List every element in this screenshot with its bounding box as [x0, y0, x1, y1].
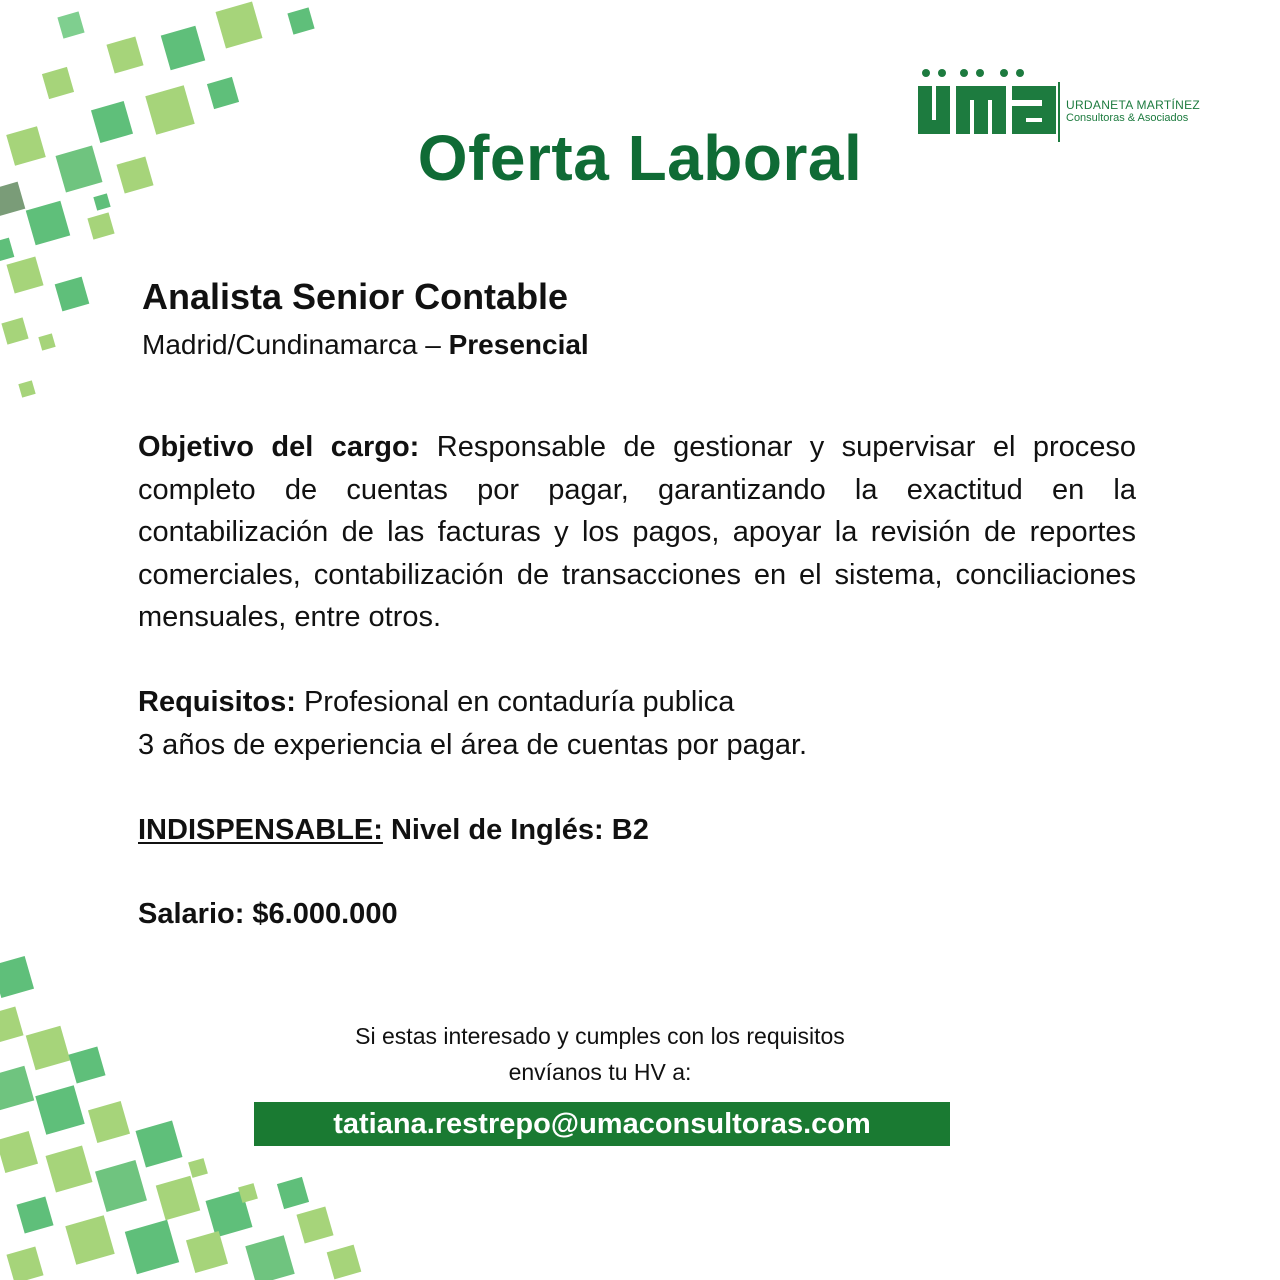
- location-text: Madrid/Cundinamarca: [142, 329, 418, 360]
- indispensable-text: Nivel de Inglés: B2: [390, 814, 649, 846]
- indispensable-label: INDISPENSABLE:: [138, 814, 383, 846]
- logo-company-name: URDANETA MARTÍNEZ: [1066, 98, 1201, 112]
- page-title: Oferta Laboral: [417, 122, 863, 194]
- logo-company-subtitle: Consultoras & Asociados: [1066, 112, 1189, 124]
- job-location: [142, 327, 589, 363]
- requirements-line-2: 3 años de experiencia el área de cuentas por pagar.: [138, 728, 808, 761]
- work-modality: Presencial: [448, 329, 589, 360]
- salary-text: Salario: $6.000.000: [138, 898, 398, 930]
- cta-line-1: Si estas interesado y cumples con los requisitos: [355, 1023, 845, 1049]
- requirements-line-1: Profesional en contaduría publica: [303, 686, 735, 718]
- cta-line-2: envíanos tu HV a:: [508, 1059, 692, 1085]
- requirements-label: Requisitos:: [138, 686, 296, 718]
- contact-email[interactable]: tatiana.restrepo@umaconsultoras.com: [254, 1102, 950, 1146]
- job-title: Analista Senior Contable: [142, 276, 569, 317]
- requirements-paragraph: [138, 681, 1136, 766]
- indispensable-paragraph: [138, 809, 1136, 852]
- location-separator: –: [417, 329, 449, 360]
- objective-text: Responsable de gestionar y supervisar el proceso completo de cuentas por pagar, garantizando la exactitud en la contabilización de las facturas y los pagos, apoyar la revisión de reportes comerciales, contabilización de transacciones en el sistema, conciliaciones mensuales, entre otros.: [138, 431, 1136, 633]
- objective-label: Objetivo del cargo:: [138, 431, 420, 463]
- objective-paragraph: [138, 426, 1136, 639]
- call-to-action: [0, 1018, 1200, 1090]
